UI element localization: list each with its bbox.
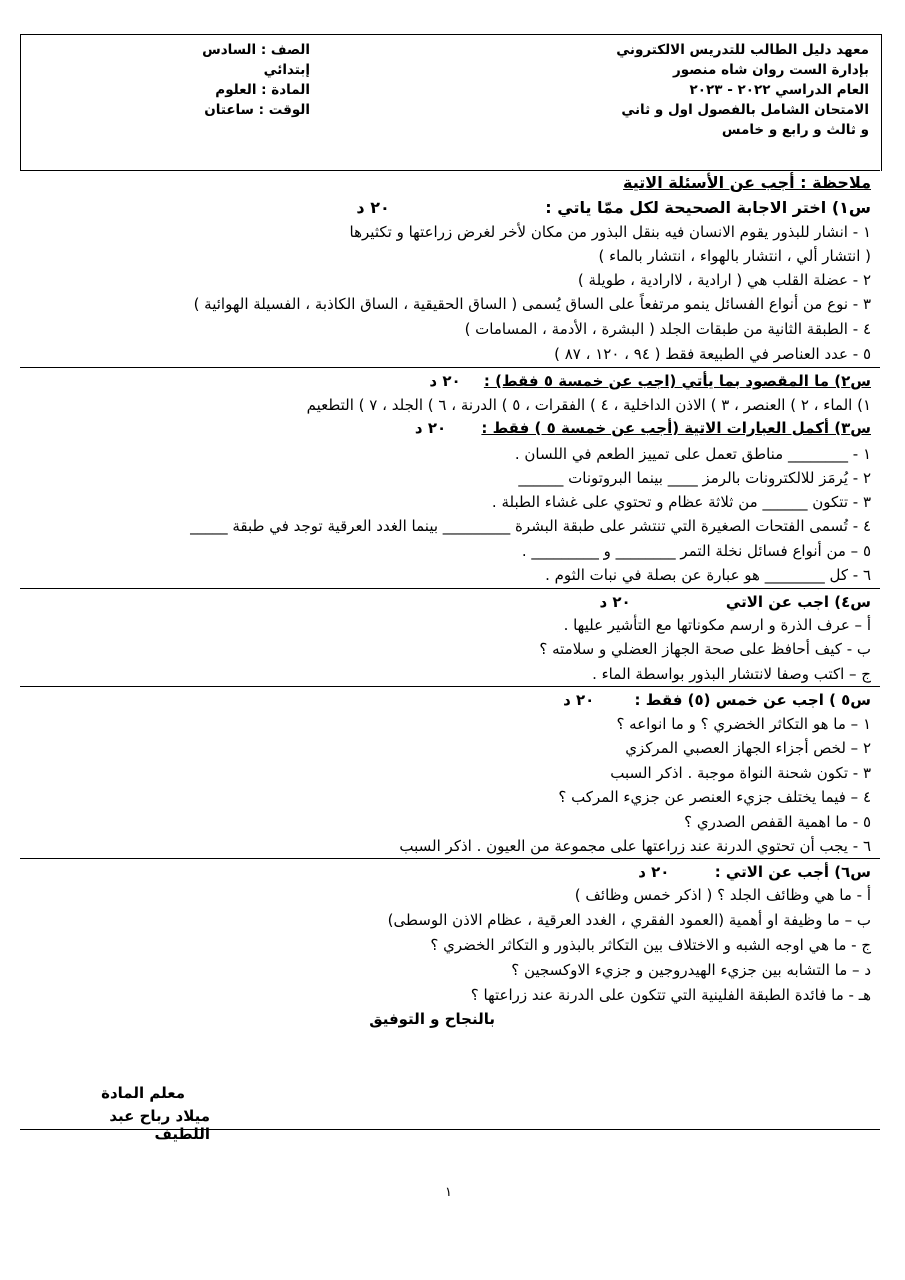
subject-label: المادة : العلوم — [215, 82, 310, 98]
q3-item-1: ١ - ________ مناطق تعمل على تمييز الطعم في اللسان . — [514, 445, 871, 463]
q5-item-4: ٤ – فيما يختلف جزيء العنصر عن جزيء المركب ؟ — [558, 788, 871, 806]
footer-divider — [20, 1129, 880, 1130]
q4-marks: ٢٠ د — [599, 593, 631, 611]
q1-item-1: ١ - انشار للبذور يقوم الانسان فيه بنقل البذور من مكان لأخر لغرض زراعتها و تكثيرها — [349, 223, 871, 241]
q1-item-1-options: ( انتشار ألي ، انتشار بالهواء ، انتشار بالماء ) — [598, 247, 871, 265]
header-divider — [20, 170, 880, 171]
q6-item-c: ج - ما هي اوجه الشبه و الاختلاف بين التكاثر بالبذور و التكاثر الخضري ؟ — [430, 936, 871, 954]
q2-items: ١) الماء ، ٢ ) العنصر ، ٣ ) الاذن الداخلية ، ٤ ) الفقرات ، ٥ ) الدرنة ، ٦ ) الجلد ، ٧ ) التطعيم — [306, 396, 871, 414]
q5-item-3: ٣ - تكون شحنة النواة موجبة . اذكر السبب — [610, 764, 871, 782]
q5-marks: ٢٠ د — [563, 691, 595, 709]
q5-item-1: ١ – ما هو التكاثر الخضري ؟ و ما انواعه ؟ — [616, 715, 871, 733]
q2-title: س٢) ما المقصود بما يأتي (اجب عن خمسة ٥ فقط) : — [483, 372, 871, 390]
q3-heading — [20, 417, 871, 439]
q3-marks: ٢٠ د — [414, 419, 447, 437]
q4-heading — [20, 591, 871, 613]
q2-heading — [20, 370, 871, 392]
teacher-name: ميلاد رباح عبد اللطيف — [109, 1107, 210, 1143]
q4-item-c: ج – اكتب وصفا لانتشار البذور بواسطة الماء . — [592, 665, 871, 683]
q6-marks: ٢٠ د — [638, 863, 670, 881]
q5-item-5: ٥ - ما اهمية القفص الصدري ؟ — [684, 813, 871, 831]
q3-title: س٣) أكمل العبارات الاتية (أجب عن خمسة ٥ ) فقط : — [481, 419, 871, 437]
q1-item-3: ٣ - نوع من أنواع الفسائل ينمو مرتفعاً على الساق يُسمى ( الساق الحقيقية ، الساق الكاذبة ، الفسيلة الهوائية ) — [193, 295, 871, 313]
q4-item-b: ب - كيف أحافظ على صحة الجهاز العضلي و سلامته ؟ — [539, 640, 871, 658]
q6-heading — [20, 861, 871, 883]
q3-item-2: ٢ - يُرمَز للالكترونات بالرمز ____ بينما البروتونات ______ — [518, 469, 871, 487]
q2-marks: ٢٠ د — [429, 372, 461, 390]
divider-q3-q4 — [20, 588, 880, 589]
q5-item-6: ٦ - يجب أن تحتوي الدرنة عند زراعتها على مجموعة من العيون . اذكر السبب — [399, 837, 871, 855]
q1-item-4: ٤ - الطبقة الثانية من طبقات الجلد ( البشرة ، الأدمة ، المسامات ) — [464, 320, 871, 338]
academic-year: العام الدراسي ٢٠٢٢ - ٢٠٢٣ — [689, 82, 869, 98]
divider-q4-q5 — [20, 686, 880, 687]
q6-item-b: ب – ما وظيفة او أهمية (العمود الفقري ، الغدد العرقية ، عظام الاذن الوسطى) — [387, 911, 871, 929]
q4-item-a: أ – عرف الذرة و ارسم مكوناتها مع التأشير عليها . — [563, 616, 871, 634]
q1-marks: ٢٠ د — [356, 198, 390, 217]
institute-name: معهد دليل الطالب للتدريس الالكتروني — [616, 42, 869, 58]
institute-management: بإدارة الست روان شاه منصور — [673, 62, 869, 78]
closing-wish: بالنجاح و التوفيق — [369, 1010, 495, 1028]
note-heading: ملاحظة : أجب عن الأسئلة الاتية — [623, 173, 871, 192]
q1-heading — [20, 197, 871, 219]
q6-title: س٦) أجب عن الاتي : — [714, 863, 871, 881]
q1-item-2: ٢ - عضلة القلب هي ( ارادية ، لاارادية ، طويلة ) — [577, 271, 871, 289]
q1-item-5: ٥ - عدد العناصر في الطبيعة فقط ( ٩٤ ، ١٢٠ ، ٨٧ ) — [554, 345, 871, 363]
q3-item-4: ٤ - تُسمى الفتحات الصغيرة التي تنتشر على طبقة البشرة _________ بينما الغدد العرقية توجد في طبقة _____ — [190, 517, 871, 535]
q4-title: س٤) اجب عن الاتي — [725, 593, 871, 611]
q1-title: س١) اختر الاجابة الصحيحة لكل ممّا ياتي : — [545, 198, 871, 217]
header-institute-block — [449, 40, 869, 140]
q3-item-6: ٦ - كل ________ هو عبارة عن بصلة في نبات الثوم . — [545, 566, 871, 584]
grade-label: الصف : السادس إبتدائي — [202, 42, 310, 78]
q6-item-d: د – ما التشابه بين جزيء الهيدروجين و جزيء الاوكسجين ؟ — [511, 961, 871, 979]
q5-item-2: ٢ – لخص أجزاء الجهاز العصبي المركزي — [625, 739, 871, 757]
divider-q5-q6 — [20, 858, 880, 859]
q3-item-5: ٥ – من أنواع فسائل نخلة التمر ________ و _________ . — [521, 542, 871, 560]
q6-item-a: أ - ما هي وظائف الجلد ؟ ( اذكر خمس وظائف ) — [574, 886, 871, 904]
exam-title-line-1: الامتحان الشامل بالفصول اول و ثاني — [621, 102, 869, 118]
header-info-block — [160, 40, 310, 120]
q5-title: س٥ ) اجب عن خمس (٥) فقط : — [634, 691, 871, 709]
page-number: ١ — [445, 1185, 452, 1200]
q5-heading — [20, 689, 871, 711]
divider-q1-q2 — [20, 367, 880, 368]
exam-title-line-2: و ثالث و رابع و خامس — [721, 122, 869, 138]
teacher-role: معلم المادة — [101, 1084, 185, 1102]
q3-item-3: ٣ - تتكون ______ من ثلاثة عظام و تحتوي على غشاء الطبلة . — [491, 493, 871, 511]
q6-item-e: هـ - ما فائدة الطبقة الفلينية التي تتكون على الدرنة عند زراعتها ؟ — [470, 986, 871, 1004]
time-label: الوقت : ساعتان — [204, 102, 310, 118]
